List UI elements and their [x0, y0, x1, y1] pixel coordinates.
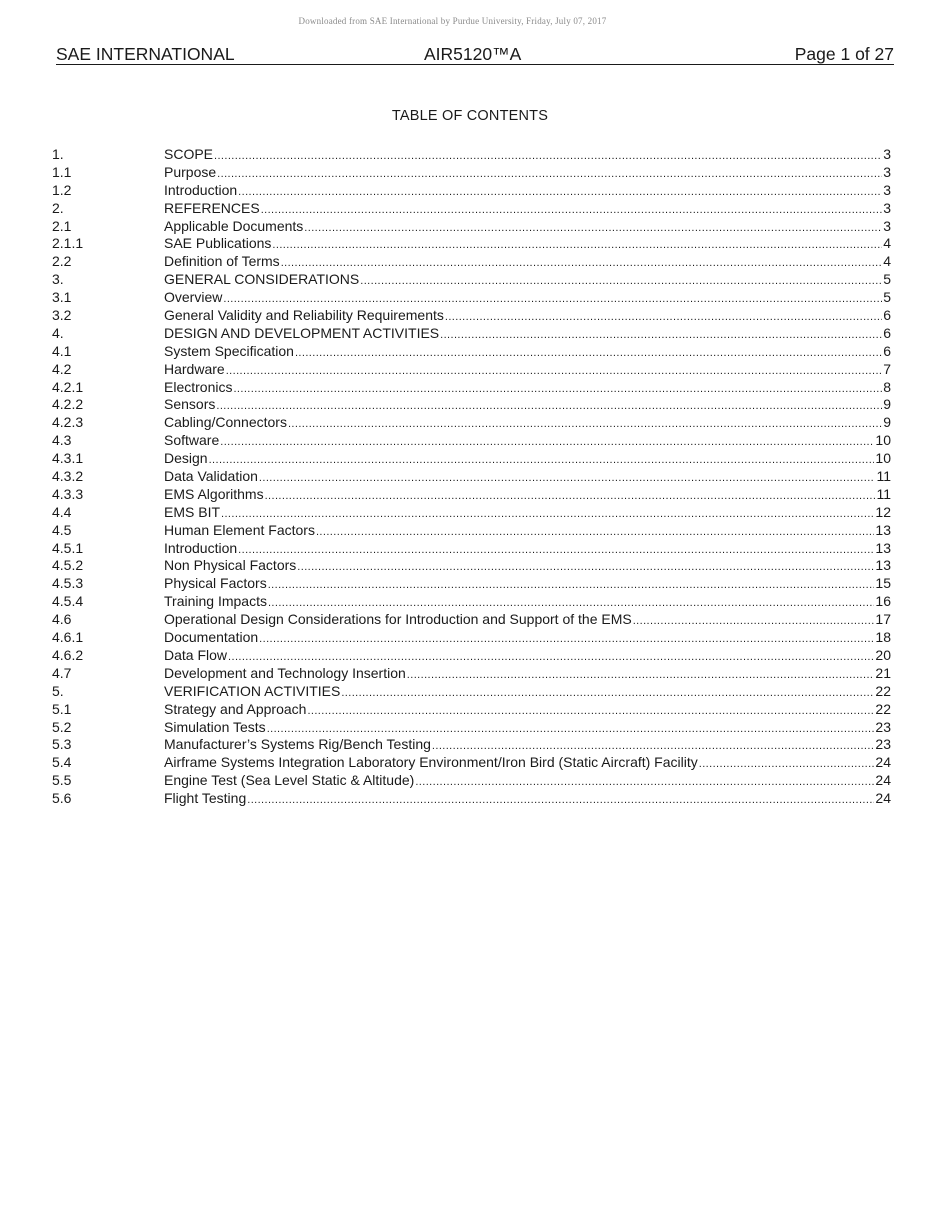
toc-entry-number: 5.6	[52, 790, 72, 807]
toc-entry-page: 18	[875, 629, 891, 646]
toc-entry[interactable]	[52, 593, 891, 611]
header-document-id: AIR5120™A	[424, 44, 522, 64]
toc-entry[interactable]	[52, 540, 891, 558]
toc-entry-number: 2.	[52, 199, 64, 216]
header-page-number: Page 1 of 27	[794, 44, 894, 64]
toc-entry[interactable]	[52, 647, 891, 665]
toc-entry-title[interactable]: VERIFICATION ACTIVITIES	[164, 682, 341, 699]
toc-entry-line	[164, 790, 891, 810]
toc-entry-number: 4.5.3	[52, 575, 84, 592]
toc-entry-number: 5.1	[52, 700, 72, 717]
toc-entry-title[interactable]: Introduction	[164, 181, 238, 198]
toc-entry-page: 24	[875, 754, 891, 771]
toc-entry-title[interactable]: Manufacturer’s Systems Rig/Bench Testing	[164, 736, 431, 753]
toc-entry-page: 21	[875, 664, 891, 681]
toc-entry-title[interactable]: Cabling/Connectors	[164, 414, 287, 431]
toc-entry[interactable]	[52, 468, 891, 486]
toc-entry-number: 4.5.4	[52, 593, 84, 610]
toc-entry-title[interactable]: Operational Design Considerations for Introduction and Support of the EMS	[164, 611, 632, 628]
header-organization: SAE INTERNATIONAL	[56, 44, 235, 64]
toc-entry-title[interactable]: Introduction	[164, 539, 238, 556]
toc-entry[interactable]	[52, 522, 891, 540]
toc-entry[interactable]	[52, 235, 891, 253]
toc-entry-page: 3	[883, 146, 891, 162]
toc-entry-number: 5.5	[52, 772, 72, 789]
toc-entry-page: 3	[883, 217, 891, 234]
table-of-contents	[52, 146, 891, 808]
toc-entry-title[interactable]: Electronics	[164, 378, 233, 395]
toc-entry[interactable]	[52, 182, 891, 200]
toc-entry[interactable]	[52, 379, 891, 397]
toc-entry[interactable]	[52, 557, 891, 575]
toc-entry-title[interactable]: SCOPE	[164, 146, 214, 162]
toc-entry-title[interactable]: REFERENCES	[164, 199, 260, 216]
toc-entry[interactable]	[52, 343, 891, 361]
toc-entry[interactable]	[52, 790, 891, 808]
toc-entry[interactable]	[52, 665, 891, 683]
toc-entry-title[interactable]: Definition of Terms	[164, 253, 280, 270]
toc-entry[interactable]	[52, 772, 891, 790]
toc-entry-number: 4.2	[52, 360, 72, 377]
toc-entry-number: 2.1	[52, 217, 72, 234]
toc-entry-number: 3.	[52, 271, 64, 288]
toc-entry-number: 4.2.3	[52, 414, 84, 431]
toc-entry-page: 15	[875, 575, 891, 592]
toc-entry-page: 22	[875, 682, 891, 699]
toc-entry-number: 4.6.1	[52, 629, 84, 646]
toc-entry-number: 2.2	[52, 253, 72, 270]
toc-entry-title[interactable]: DESIGN AND DEVELOPMENT ACTIVITIES	[164, 324, 440, 341]
toc-entry[interactable]	[52, 200, 891, 218]
toc-title: TABLE OF CONTENTS	[391, 108, 549, 124]
toc-entry-page: 6	[883, 324, 891, 341]
toc-entry-number: 2.1.1	[52, 235, 84, 252]
toc-entry-number: 4.3.1	[52, 450, 84, 467]
toc-entry[interactable]	[52, 629, 891, 647]
toc-entry-page: 11	[876, 485, 891, 502]
toc-entry-page: 3	[883, 163, 891, 180]
toc-entry-page: 9	[883, 414, 891, 431]
toc-entry-number: 5.4	[52, 754, 72, 771]
toc-entry-title[interactable]: Design	[164, 450, 208, 467]
toc-entry-number: 3.2	[52, 307, 72, 324]
toc-entry-number: 5.2	[52, 718, 72, 735]
toc-entry-page: 7	[883, 360, 891, 377]
toc-entry[interactable]	[52, 719, 891, 737]
toc-entry[interactable]	[52, 307, 891, 325]
toc-entry-number: 4.4	[52, 503, 72, 520]
toc-entry-page: 8	[883, 378, 891, 395]
toc-entry[interactable]	[52, 504, 891, 522]
toc-entry-number: 4.6	[52, 611, 72, 628]
toc-entry-page: 9	[883, 396, 891, 413]
toc-entry[interactable]	[52, 164, 891, 182]
toc-entry-page: 23	[875, 718, 891, 735]
toc-entry-page: 5	[883, 289, 891, 306]
toc-entry-title[interactable]: Development and Technology Insertion	[164, 664, 406, 681]
toc-entry-page: 22	[875, 700, 891, 717]
toc-entry[interactable]	[52, 271, 891, 289]
toc-entry-page: 3	[883, 181, 891, 198]
toc-entry-page: 17	[875, 611, 891, 628]
toc-entry-page: 23	[875, 736, 891, 753]
toc-entry-number: 1.2	[52, 181, 72, 198]
toc-entry-number: 4.2.2	[52, 396, 84, 413]
toc-entry-page: 16	[875, 593, 891, 610]
toc-entry-title[interactable]: Purpose	[164, 163, 217, 180]
toc-entry-number: 4.1	[52, 342, 72, 359]
toc-entry-title[interactable]: Data Flow	[164, 646, 228, 663]
toc-entry-title[interactable]: Hardware	[164, 360, 225, 377]
toc-entry-page: 10	[875, 450, 891, 467]
toc-entry-page: 24	[875, 772, 891, 789]
toc-entry-title[interactable]: Overview	[164, 289, 223, 306]
toc-entry-number: 4.2.1	[52, 378, 84, 395]
toc-entry-page: 6	[883, 342, 891, 359]
toc-entry-number: 4.	[52, 324, 64, 341]
toc-entry-number: 1.1	[52, 163, 72, 180]
toc-entry-number: 3.1	[52, 289, 72, 306]
toc-entry-number: 4.6.2	[52, 646, 84, 663]
toc-entry-page: 5	[883, 271, 891, 288]
toc-entry[interactable]	[52, 414, 891, 432]
toc-entry[interactable]	[52, 450, 891, 468]
toc-entry[interactable]	[52, 701, 891, 719]
toc-entry-title[interactable]: Training Impacts	[164, 593, 267, 610]
toc-entry-title[interactable]: Airframe Systems Integration Laboratory Environment/Iron Bird (Static Aircraft) Facility	[164, 754, 698, 771]
toc-entry[interactable]	[52, 218, 891, 236]
toc-entry[interactable]	[52, 611, 891, 629]
toc-entry-title[interactable]: General Validity and Reliability Requirements	[164, 307, 444, 324]
toc-entry-page: 13	[875, 539, 891, 556]
toc-entry-page: 3	[883, 199, 891, 216]
toc-entry-number: 4.3.3	[52, 485, 84, 502]
toc-entry[interactable]	[52, 486, 891, 504]
toc-entry[interactable]	[52, 396, 891, 414]
toc-entry[interactable]	[52, 289, 891, 307]
toc-entry-title[interactable]: Engine Test (Sea Level Static & Altitude)	[164, 772, 415, 789]
toc-entry-number: 4.5	[52, 521, 72, 538]
toc-entry[interactable]	[52, 754, 891, 772]
toc-entry[interactable]	[52, 575, 891, 593]
toc-entry-title[interactable]: Simulation Tests	[164, 718, 266, 735]
toc-entry-page: 6	[883, 307, 891, 324]
toc-entry-title[interactable]: Applicable Documents	[164, 217, 304, 234]
toc-entry-page: 4	[883, 235, 891, 252]
toc-entry-page: 4	[883, 253, 891, 270]
toc-entry[interactable]	[52, 361, 891, 379]
toc-entry-title[interactable]: Sensors	[164, 396, 216, 413]
toc-entry-number: 4.5.2	[52, 557, 84, 574]
toc-entry-title[interactable]: Data Validation	[164, 468, 258, 485]
toc-entry-title[interactable]: Human Element Factors	[164, 521, 315, 538]
toc-entry-number: 4.7	[52, 664, 72, 681]
toc-entry-page: 13	[875, 521, 891, 538]
toc-entry-title[interactable]: EMS BIT	[164, 503, 221, 520]
toc-entry-page: 13	[875, 557, 891, 574]
toc-entry-title[interactable]: GENERAL CONSIDERATIONS	[164, 271, 360, 288]
toc-entry-title[interactable]: Strategy and Approach	[164, 700, 307, 717]
toc-entry[interactable]	[52, 253, 891, 271]
toc-entry-title[interactable]: Documentation	[164, 629, 259, 646]
toc-entry-title[interactable]: Flight Testing	[164, 790, 247, 807]
toc-entry-number: 1.	[52, 146, 64, 162]
toc-entry[interactable]	[52, 683, 891, 701]
toc-entry[interactable]	[52, 432, 891, 450]
toc-entry-page: 20	[875, 646, 891, 663]
toc-entry[interactable]	[52, 736, 891, 754]
toc-entry-title[interactable]: Software	[164, 432, 220, 449]
toc-entry-number: 5.	[52, 682, 64, 699]
toc-entry-page: 24	[875, 790, 891, 807]
toc-entry[interactable]	[52, 146, 891, 164]
toc-dot-leader	[247, 790, 874, 810]
toc-entry-page: 11	[876, 468, 891, 485]
toc-entry-title[interactable]: EMS Algorithms	[164, 485, 264, 502]
toc-entry-title[interactable]: System Specification	[164, 342, 294, 359]
toc-entry-title[interactable]: SAE Publications	[164, 235, 272, 252]
toc-entry-number: 4.3	[52, 432, 72, 449]
download-watermark: Downloaded from SAE International by Purdue University, Friday, July 07, 2017	[298, 16, 607, 26]
toc-entry-page: 12	[875, 503, 891, 520]
page-header	[56, 44, 894, 65]
toc-entry[interactable]	[52, 325, 891, 343]
toc-entry-title[interactable]: Physical Factors	[164, 575, 267, 592]
toc-entry-number: 5.3	[52, 736, 72, 753]
toc-entry-page: 10	[875, 432, 891, 449]
toc-entry-number: 4.3.2	[52, 468, 84, 485]
toc-entry-title[interactable]: Non Physical Factors	[164, 557, 297, 574]
toc-entry-number: 4.5.1	[52, 539, 84, 556]
